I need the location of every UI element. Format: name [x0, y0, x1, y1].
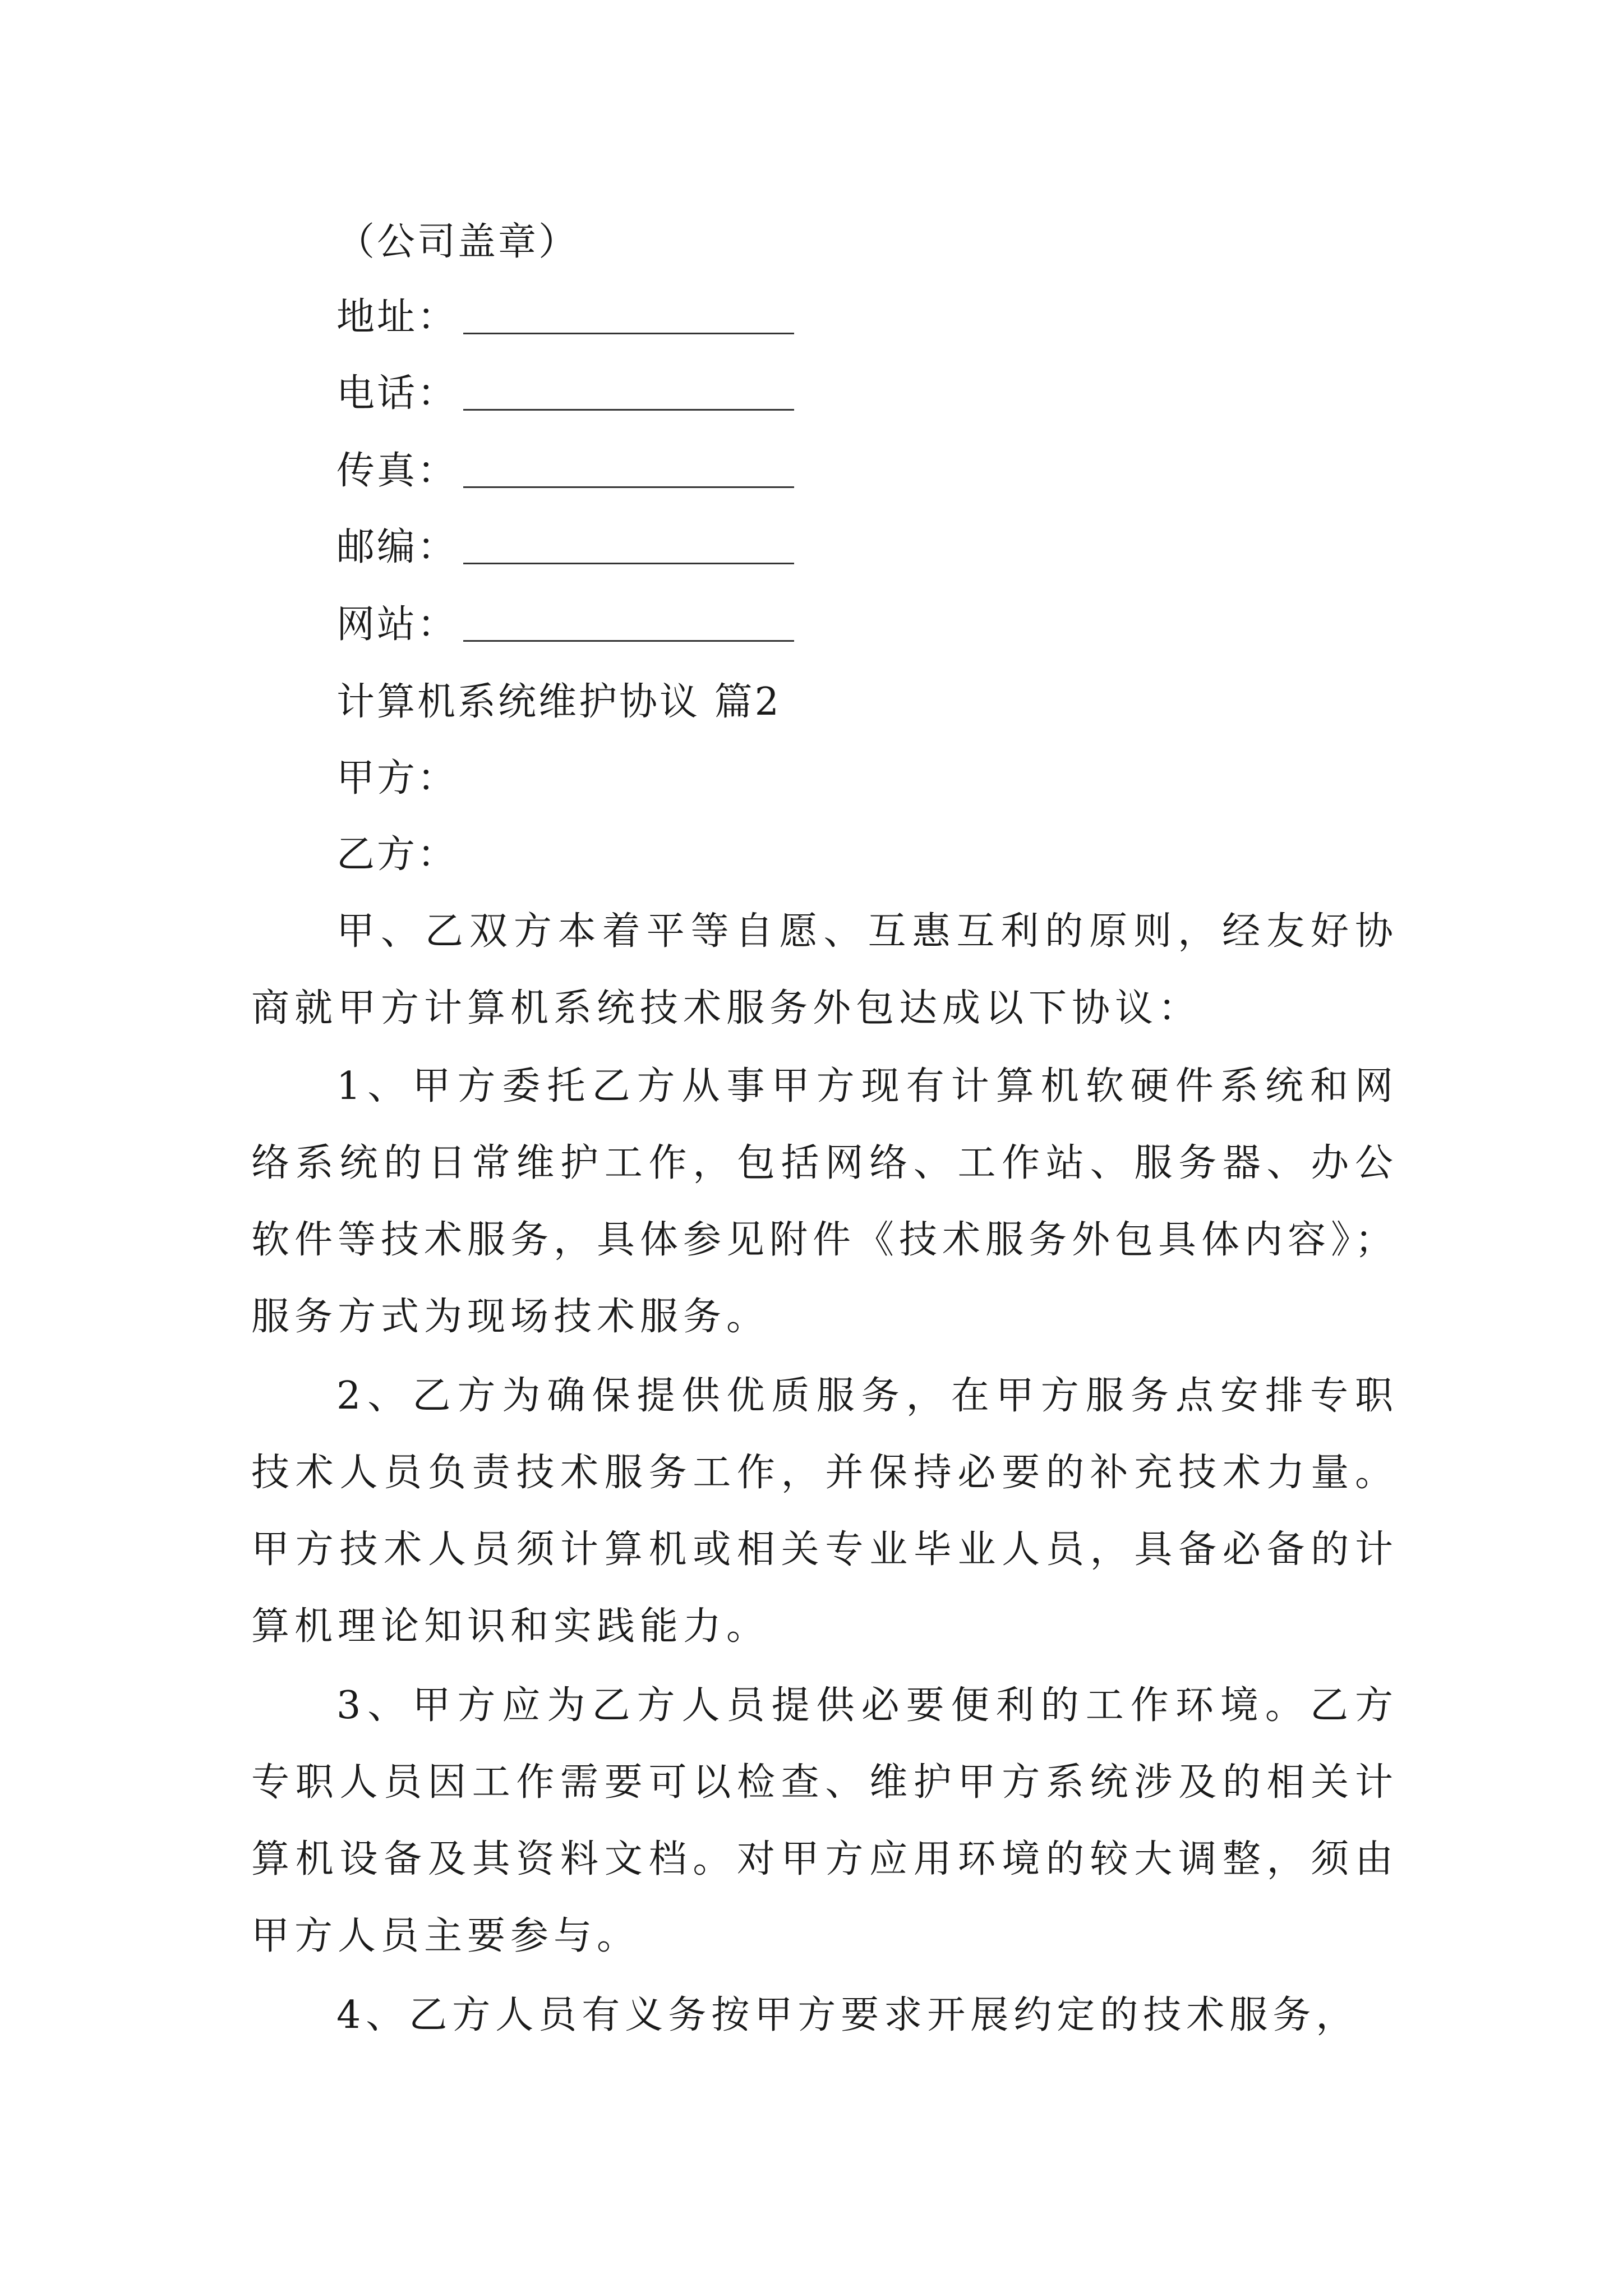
intro-paragraph: 甲、乙双方本着平等自愿、互惠互利的原则，经友好协商就甲方计算机系统技术服务外包达成以下协议：: [251, 909, 1398, 1030]
clause-2-paragraph: 2、乙方为确保提供优质服务，在甲方服务点安排专职技术人员负责技术服务工作，并保持必要的补充技术力量。甲方技术人员须计算机或相关专业毕业人员，具备必备的计算机理论知识和实践能力。: [251, 1374, 1398, 1649]
website-field: [336, 602, 794, 647]
fax-label: 传真：: [336, 449, 458, 493]
party-b-line: 乙方：: [336, 832, 458, 877]
phone-field: [336, 371, 794, 416]
clause-4-paragraph: 4、乙方人员有义务按甲方要求开展约定的技术服务，: [336, 1993, 1359, 2037]
fax-field: [336, 449, 794, 493]
address-blank: [463, 330, 794, 334]
phone-label: 电话：: [336, 371, 458, 416]
address-label: 地址：: [336, 295, 458, 339]
fax-blank: [463, 484, 794, 488]
company-seal-line: （公司盖章）: [336, 220, 579, 264]
postcode-label: 邮编：: [336, 525, 458, 569]
postcode-field: [336, 525, 794, 569]
party-a-line: 甲方：: [336, 756, 458, 800]
website-blank: [463, 638, 794, 642]
website-label: 网站：: [336, 602, 458, 647]
section-title: 计算机系统维护协议 篇2: [336, 680, 781, 724]
clause-3-paragraph: 3、甲方应为乙方人员提供必要便利的工作环境。乙方专职人员因工作需要可以检查、维护甲方系统涉及的相关计算机设备及其资料文档。对甲方应用环境的较大调整，须由甲方人员主要参与。: [251, 1683, 1398, 1958]
phone-blank: [463, 407, 794, 411]
clause-1-paragraph: 1、甲方委托乙方从事甲方现有计算机软硬件系统和网络系统的日常维护工作，包括网络、工作站、服务器、办公软件等技术服务，具体参见附件《技术服务外包具体内容》；服务方式为现场技术服务。: [251, 1064, 1399, 1339]
address-field: [336, 295, 794, 339]
postcode-blank: [463, 560, 794, 564]
